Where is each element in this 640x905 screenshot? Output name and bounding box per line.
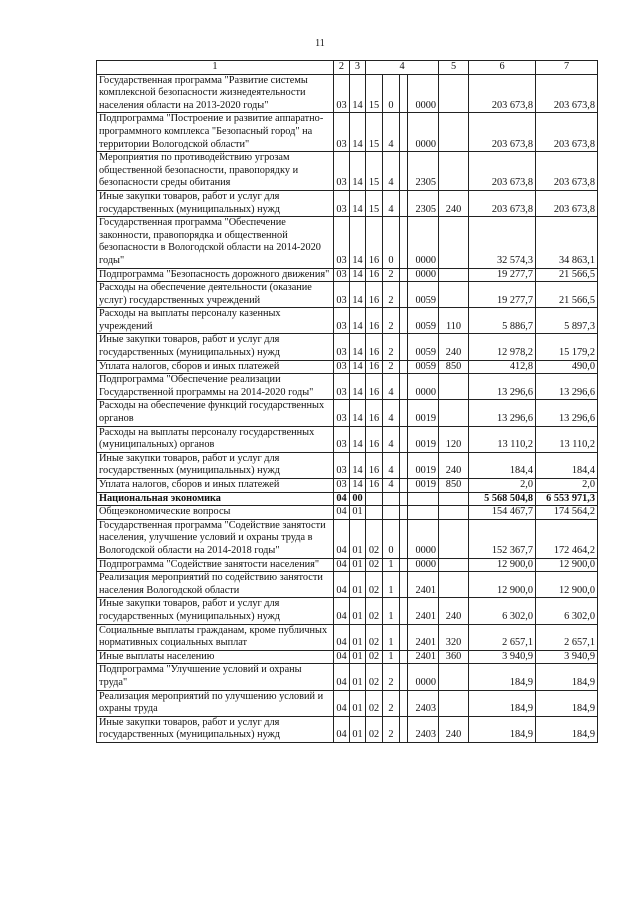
- expense-type-code: 120: [439, 426, 469, 452]
- amount-year-1: 203 673,8: [469, 74, 536, 113]
- code-separator: [400, 598, 408, 624]
- code-separator: [400, 400, 408, 426]
- section-code: 03: [334, 334, 350, 360]
- program-code: 16: [366, 334, 383, 360]
- subsection-code: 01: [350, 572, 366, 598]
- subprogram-code: 0: [383, 74, 400, 113]
- section-code: 04: [334, 598, 350, 624]
- amount-year-2: 2 657,1: [536, 624, 598, 650]
- program-code: 16: [366, 308, 383, 334]
- expense-type-code: [439, 217, 469, 268]
- subsection-code: 14: [350, 217, 366, 268]
- subsection-code: 01: [350, 624, 366, 650]
- subprogram-code: 4: [383, 152, 400, 191]
- table-row: [97, 506, 598, 520]
- subprogram-code: 0: [383, 217, 400, 268]
- direction-code: 2305: [408, 152, 439, 191]
- code-separator: [400, 268, 408, 282]
- amount-year-1: 3 940,9: [469, 650, 536, 664]
- subsection-code: 14: [350, 334, 366, 360]
- amount-year-2: 21 566,5: [536, 282, 598, 308]
- column-header: 2: [334, 61, 350, 75]
- program-code: 15: [366, 74, 383, 113]
- section-code: 03: [334, 152, 350, 191]
- expense-type-code: [439, 282, 469, 308]
- table-row: [97, 650, 598, 664]
- program-code: 16: [366, 426, 383, 452]
- row-description: Иные закупки товаров, работ и услуг для государственных (муниципальных) нужд: [97, 716, 334, 742]
- code-separator: [400, 572, 408, 598]
- program-code: 16: [366, 282, 383, 308]
- subsection-code: 14: [350, 190, 366, 216]
- subprogram-code: 4: [383, 452, 400, 478]
- amount-year-1: 203 673,8: [469, 113, 536, 152]
- table-row: [97, 716, 598, 742]
- expense-type-code: [439, 690, 469, 716]
- row-description: Общеэкономические вопросы: [97, 506, 334, 520]
- program-code: 02: [366, 716, 383, 742]
- subsection-code: 00: [350, 492, 366, 506]
- table-row: [97, 74, 598, 113]
- program-code: 16: [366, 374, 383, 400]
- subsection-code: 14: [350, 268, 366, 282]
- section-code: 03: [334, 479, 350, 493]
- table-row: [97, 360, 598, 374]
- subprogram-code: 2: [383, 334, 400, 360]
- amount-year-1: 13 110,2: [469, 426, 536, 452]
- subsection-code: 14: [350, 479, 366, 493]
- subprogram-code: 4: [383, 113, 400, 152]
- expense-type-code: 850: [439, 479, 469, 493]
- direction-code: 0000: [408, 558, 439, 572]
- subsection-code: 01: [350, 716, 366, 742]
- section-code: 04: [334, 690, 350, 716]
- amount-year-1: 13 296,6: [469, 374, 536, 400]
- table-row: [97, 479, 598, 493]
- code-separator: [400, 113, 408, 152]
- direction-code: 0000: [408, 217, 439, 268]
- section-code: 03: [334, 282, 350, 308]
- amount-year-1: 184,4: [469, 452, 536, 478]
- subsection-code: 14: [350, 282, 366, 308]
- row-description: Реализация мероприятий по содействию занятости населения Вологодской области: [97, 572, 334, 598]
- row-description: Расходы на выплаты персоналу государственных (муниципальных) органов: [97, 426, 334, 452]
- subprogram-code: 4: [383, 479, 400, 493]
- code-separator: [400, 152, 408, 191]
- expense-type-code: 240: [439, 452, 469, 478]
- direction-code: 0059: [408, 308, 439, 334]
- amount-year-1: 5 568 504,8: [469, 492, 536, 506]
- subsection-code: 14: [350, 308, 366, 334]
- program-code: 16: [366, 479, 383, 493]
- row-description: Иные закупки товаров, работ и услуг для государственных (муниципальных) нужд: [97, 334, 334, 360]
- code-separator: [400, 426, 408, 452]
- section-code: 04: [334, 572, 350, 598]
- subsection-code: 01: [350, 598, 366, 624]
- section-code: 03: [334, 190, 350, 216]
- row-description: Расходы на обеспечение деятельности (оказание услуг) государственных учреждений: [97, 282, 334, 308]
- amount-year-1: 154 467,7: [469, 506, 536, 520]
- amount-year-2: 3 940,9: [536, 650, 598, 664]
- amount-year-2: 184,9: [536, 716, 598, 742]
- code-separator: [400, 308, 408, 334]
- row-description: Иные закупки товаров, работ и услуг для государственных (муниципальных) нужд: [97, 598, 334, 624]
- subprogram-code: 4: [383, 426, 400, 452]
- expense-type-code: 850: [439, 360, 469, 374]
- table-row: [97, 558, 598, 572]
- program-code: [366, 506, 383, 520]
- direction-code: 0019: [408, 479, 439, 493]
- amount-year-2: 5 897,3: [536, 308, 598, 334]
- subprogram-code: 2: [383, 716, 400, 742]
- direction-code: 0000: [408, 113, 439, 152]
- subsection-code: 14: [350, 113, 366, 152]
- expense-type-code: [439, 268, 469, 282]
- program-code: 15: [366, 190, 383, 216]
- amount-year-2: 203 673,8: [536, 152, 598, 191]
- code-separator: [400, 519, 408, 558]
- direction-code: 2401: [408, 572, 439, 598]
- amount-year-1: 152 367,7: [469, 519, 536, 558]
- amount-year-2: 15 179,2: [536, 334, 598, 360]
- amount-year-1: 12 900,0: [469, 572, 536, 598]
- code-separator: [400, 217, 408, 268]
- amount-year-2: 184,9: [536, 690, 598, 716]
- subsection-code: 14: [350, 152, 366, 191]
- row-description: Иные закупки товаров, работ и услуг для государственных (муниципальных) нужд: [97, 452, 334, 478]
- row-description: Мероприятия по противодействию угрозам общественной безопасности, правопорядку и безопасности среды обитания: [97, 152, 334, 191]
- code-separator: [400, 374, 408, 400]
- program-code: 02: [366, 572, 383, 598]
- program-code: 16: [366, 360, 383, 374]
- subprogram-code: 2: [383, 360, 400, 374]
- expense-type-code: 110: [439, 308, 469, 334]
- expense-type-code: 360: [439, 650, 469, 664]
- page-number: 11: [315, 38, 325, 49]
- subsection-code: 14: [350, 374, 366, 400]
- expense-type-code: 320: [439, 624, 469, 650]
- table-row: [97, 282, 598, 308]
- section-code: 04: [334, 558, 350, 572]
- expense-type-code: [439, 519, 469, 558]
- direction-code: 0059: [408, 360, 439, 374]
- table-row: [97, 572, 598, 598]
- row-description: Реализация мероприятий по улучшению условий и охраны труда: [97, 690, 334, 716]
- expense-type-code: [439, 113, 469, 152]
- subprogram-code: 4: [383, 374, 400, 400]
- direction-code: 0000: [408, 74, 439, 113]
- amount-year-1: 184,9: [469, 690, 536, 716]
- program-code: 02: [366, 558, 383, 572]
- section-code: 03: [334, 113, 350, 152]
- section-code: 04: [334, 650, 350, 664]
- expense-type-code: 240: [439, 190, 469, 216]
- amount-year-2: 203 673,8: [536, 74, 598, 113]
- amount-year-2: 490,0: [536, 360, 598, 374]
- table-row: [97, 268, 598, 282]
- section-code: 03: [334, 74, 350, 113]
- code-separator: [400, 479, 408, 493]
- code-separator: [400, 506, 408, 520]
- expense-type-code: [439, 374, 469, 400]
- row-description: Государственная программа "Содействие занятости населения, улучшение условий и охраны труда в Вологодской области на 2014-2018 годы": [97, 519, 334, 558]
- amount-year-2: 6 302,0: [536, 598, 598, 624]
- code-separator: [400, 624, 408, 650]
- table-row: [97, 400, 598, 426]
- amount-year-2: 13 296,6: [536, 400, 598, 426]
- row-description: Подпрограмма "Обеспечение реализации Государственной программы на 2014-2020 годы": [97, 374, 334, 400]
- direction-code: 2403: [408, 716, 439, 742]
- table-row: [97, 334, 598, 360]
- direction-code: 2403: [408, 690, 439, 716]
- subsection-code: 14: [350, 74, 366, 113]
- program-code: 02: [366, 664, 383, 690]
- expense-type-code: [439, 400, 469, 426]
- code-separator: [400, 492, 408, 506]
- column-header: 4: [366, 61, 439, 75]
- subsection-code: 01: [350, 558, 366, 572]
- amount-year-1: 2 657,1: [469, 624, 536, 650]
- section-code: 04: [334, 506, 350, 520]
- table-row: [97, 598, 598, 624]
- row-description: Подпрограмма "Содействие занятости населения": [97, 558, 334, 572]
- amount-year-2: 12 900,0: [536, 572, 598, 598]
- amount-year-2: 13 296,6: [536, 374, 598, 400]
- row-description: Расходы на выплаты персоналу казенных учреждений: [97, 308, 334, 334]
- row-description: Уплата налогов, сборов и иных платежей: [97, 360, 334, 374]
- amount-year-2: 203 673,8: [536, 190, 598, 216]
- amount-year-2: 2,0: [536, 479, 598, 493]
- section-code: 03: [334, 452, 350, 478]
- subsection-code: 01: [350, 664, 366, 690]
- amount-year-2: 12 900,0: [536, 558, 598, 572]
- program-code: 02: [366, 690, 383, 716]
- expense-type-code: [439, 572, 469, 598]
- subprogram-code: 2: [383, 690, 400, 716]
- direction-code: 2305: [408, 190, 439, 216]
- column-header: 5: [439, 61, 469, 75]
- table-row: [97, 426, 598, 452]
- program-code: 16: [366, 400, 383, 426]
- expense-type-code: 240: [439, 334, 469, 360]
- code-separator: [400, 558, 408, 572]
- table-row: [97, 190, 598, 216]
- amount-year-1: 19 277,7: [469, 268, 536, 282]
- amount-year-2: 203 673,8: [536, 113, 598, 152]
- direction-code: 0019: [408, 426, 439, 452]
- code-separator: [400, 690, 408, 716]
- amount-year-1: 2,0: [469, 479, 536, 493]
- table-row: [97, 519, 598, 558]
- subsection-code: 01: [350, 690, 366, 716]
- direction-code: 0000: [408, 374, 439, 400]
- program-code: 02: [366, 624, 383, 650]
- direction-code: 2401: [408, 650, 439, 664]
- program-code: 16: [366, 268, 383, 282]
- amount-year-2: 13 110,2: [536, 426, 598, 452]
- section-code: 04: [334, 664, 350, 690]
- direction-code: 0059: [408, 334, 439, 360]
- code-separator: [400, 664, 408, 690]
- expense-type-code: [439, 492, 469, 506]
- row-description: Государственная программа "Развитие системы комплексной безопасности жизнедеятельности населения области на 2013-2020 годы": [97, 74, 334, 113]
- table-row: [97, 374, 598, 400]
- section-code: 03: [334, 426, 350, 452]
- row-description: Подпрограмма "Построение и развитие аппаратно-программного комплекса "Безопасный город" на территории Вологодской области": [97, 113, 334, 152]
- section-code: 03: [334, 360, 350, 374]
- code-separator: [400, 74, 408, 113]
- section-code: 04: [334, 716, 350, 742]
- section-code: 04: [334, 519, 350, 558]
- program-code: 02: [366, 650, 383, 664]
- program-code: 02: [366, 598, 383, 624]
- subprogram-code: 1: [383, 598, 400, 624]
- expense-type-code: 240: [439, 716, 469, 742]
- program-code: [366, 492, 383, 506]
- expense-type-code: [439, 152, 469, 191]
- subsection-code: 01: [350, 519, 366, 558]
- subprogram-code: 2: [383, 268, 400, 282]
- expense-type-code: [439, 74, 469, 113]
- table-row: [97, 624, 598, 650]
- amount-year-1: 13 296,6: [469, 400, 536, 426]
- amount-year-2: 21 566,5: [536, 268, 598, 282]
- table-row: [97, 452, 598, 478]
- direction-code: 0000: [408, 664, 439, 690]
- row-description: Иные закупки товаров, работ и услуг для государственных (муниципальных) нужд: [97, 190, 334, 216]
- direction-code: 0000: [408, 268, 439, 282]
- code-separator: [400, 282, 408, 308]
- amount-year-1: 6 302,0: [469, 598, 536, 624]
- subprogram-code: 1: [383, 558, 400, 572]
- row-description: Национальная экономика: [97, 492, 334, 506]
- table-row: [97, 664, 598, 690]
- row-description: Подпрограмма "Безопасность дорожного движения": [97, 268, 334, 282]
- direction-code: 2401: [408, 598, 439, 624]
- subprogram-code: [383, 492, 400, 506]
- table-row: [97, 690, 598, 716]
- table-row: [97, 217, 598, 268]
- amount-year-1: 12 900,0: [469, 558, 536, 572]
- amount-year-2: 184,4: [536, 452, 598, 478]
- subsection-code: 14: [350, 452, 366, 478]
- amount-year-1: 12 978,2: [469, 334, 536, 360]
- table-row: [97, 113, 598, 152]
- subsection-code: 14: [350, 426, 366, 452]
- amount-year-2: 174 564,2: [536, 506, 598, 520]
- direction-code: 2401: [408, 624, 439, 650]
- expense-type-code: [439, 664, 469, 690]
- expense-type-code: [439, 558, 469, 572]
- section-code: 03: [334, 308, 350, 334]
- subprogram-code: 1: [383, 572, 400, 598]
- table-row: [97, 308, 598, 334]
- amount-year-1: 203 673,8: [469, 190, 536, 216]
- code-separator: [400, 716, 408, 742]
- table-row: [97, 492, 598, 506]
- subprogram-code: 2: [383, 282, 400, 308]
- table-header-row: [97, 61, 598, 75]
- row-description: Иные выплаты населению: [97, 650, 334, 664]
- column-header: 3: [350, 61, 366, 75]
- direction-code: 0000: [408, 519, 439, 558]
- program-code: 02: [366, 519, 383, 558]
- row-description: Расходы на обеспечение функций государственных органов: [97, 400, 334, 426]
- section-code: 03: [334, 400, 350, 426]
- column-header: 7: [536, 61, 598, 75]
- amount-year-2: 6 553 971,3: [536, 492, 598, 506]
- row-description: Уплата налогов, сборов и иных платежей: [97, 479, 334, 493]
- row-description: Социальные выплаты гражданам, кроме публичных нормативных социальных выплат: [97, 624, 334, 650]
- column-header: 1: [97, 61, 334, 75]
- budget-table: [96, 60, 598, 743]
- subsection-code: 14: [350, 360, 366, 374]
- program-code: 15: [366, 113, 383, 152]
- amount-year-1: 412,8: [469, 360, 536, 374]
- subprogram-code: 1: [383, 624, 400, 650]
- direction-code: 0019: [408, 400, 439, 426]
- code-separator: [400, 190, 408, 216]
- amount-year-2: 184,9: [536, 664, 598, 690]
- row-description: Государственная программа "Обеспечение законности, правопорядка и общественной безопасности в Вологодской области на 2014-2020 годы": [97, 217, 334, 268]
- amount-year-1: 19 277,7: [469, 282, 536, 308]
- expense-type-code: 240: [439, 598, 469, 624]
- expense-type-code: [439, 506, 469, 520]
- subprogram-code: [383, 506, 400, 520]
- amount-year-2: 172 464,2: [536, 519, 598, 558]
- amount-year-1: 5 886,7: [469, 308, 536, 334]
- column-header: 6: [469, 61, 536, 75]
- code-separator: [400, 452, 408, 478]
- code-separator: [400, 360, 408, 374]
- code-separator: [400, 334, 408, 360]
- direction-code: [408, 506, 439, 520]
- row-description: Подпрограмма "Улучшение условий и охраны труда": [97, 664, 334, 690]
- direction-code: 0019: [408, 452, 439, 478]
- table-row: [97, 152, 598, 191]
- amount-year-1: 184,9: [469, 716, 536, 742]
- subprogram-code: 4: [383, 400, 400, 426]
- subsection-code: 01: [350, 506, 366, 520]
- amount-year-1: 32 574,3: [469, 217, 536, 268]
- section-code: 03: [334, 268, 350, 282]
- subprogram-code: 1: [383, 650, 400, 664]
- direction-code: [408, 492, 439, 506]
- code-separator: [400, 650, 408, 664]
- subprogram-code: 2: [383, 308, 400, 334]
- amount-year-1: 203 673,8: [469, 152, 536, 191]
- direction-code: 0059: [408, 282, 439, 308]
- section-code: 04: [334, 492, 350, 506]
- subsection-code: 14: [350, 400, 366, 426]
- subprogram-code: 4: [383, 190, 400, 216]
- amount-year-1: 184,9: [469, 664, 536, 690]
- subprogram-code: 0: [383, 519, 400, 558]
- subsection-code: 01: [350, 650, 366, 664]
- section-code: 04: [334, 624, 350, 650]
- program-code: 16: [366, 452, 383, 478]
- program-code: 15: [366, 152, 383, 191]
- amount-year-2: 34 863,1: [536, 217, 598, 268]
- subprogram-code: 2: [383, 664, 400, 690]
- section-code: 03: [334, 374, 350, 400]
- section-code: 03: [334, 217, 350, 268]
- program-code: 16: [366, 217, 383, 268]
